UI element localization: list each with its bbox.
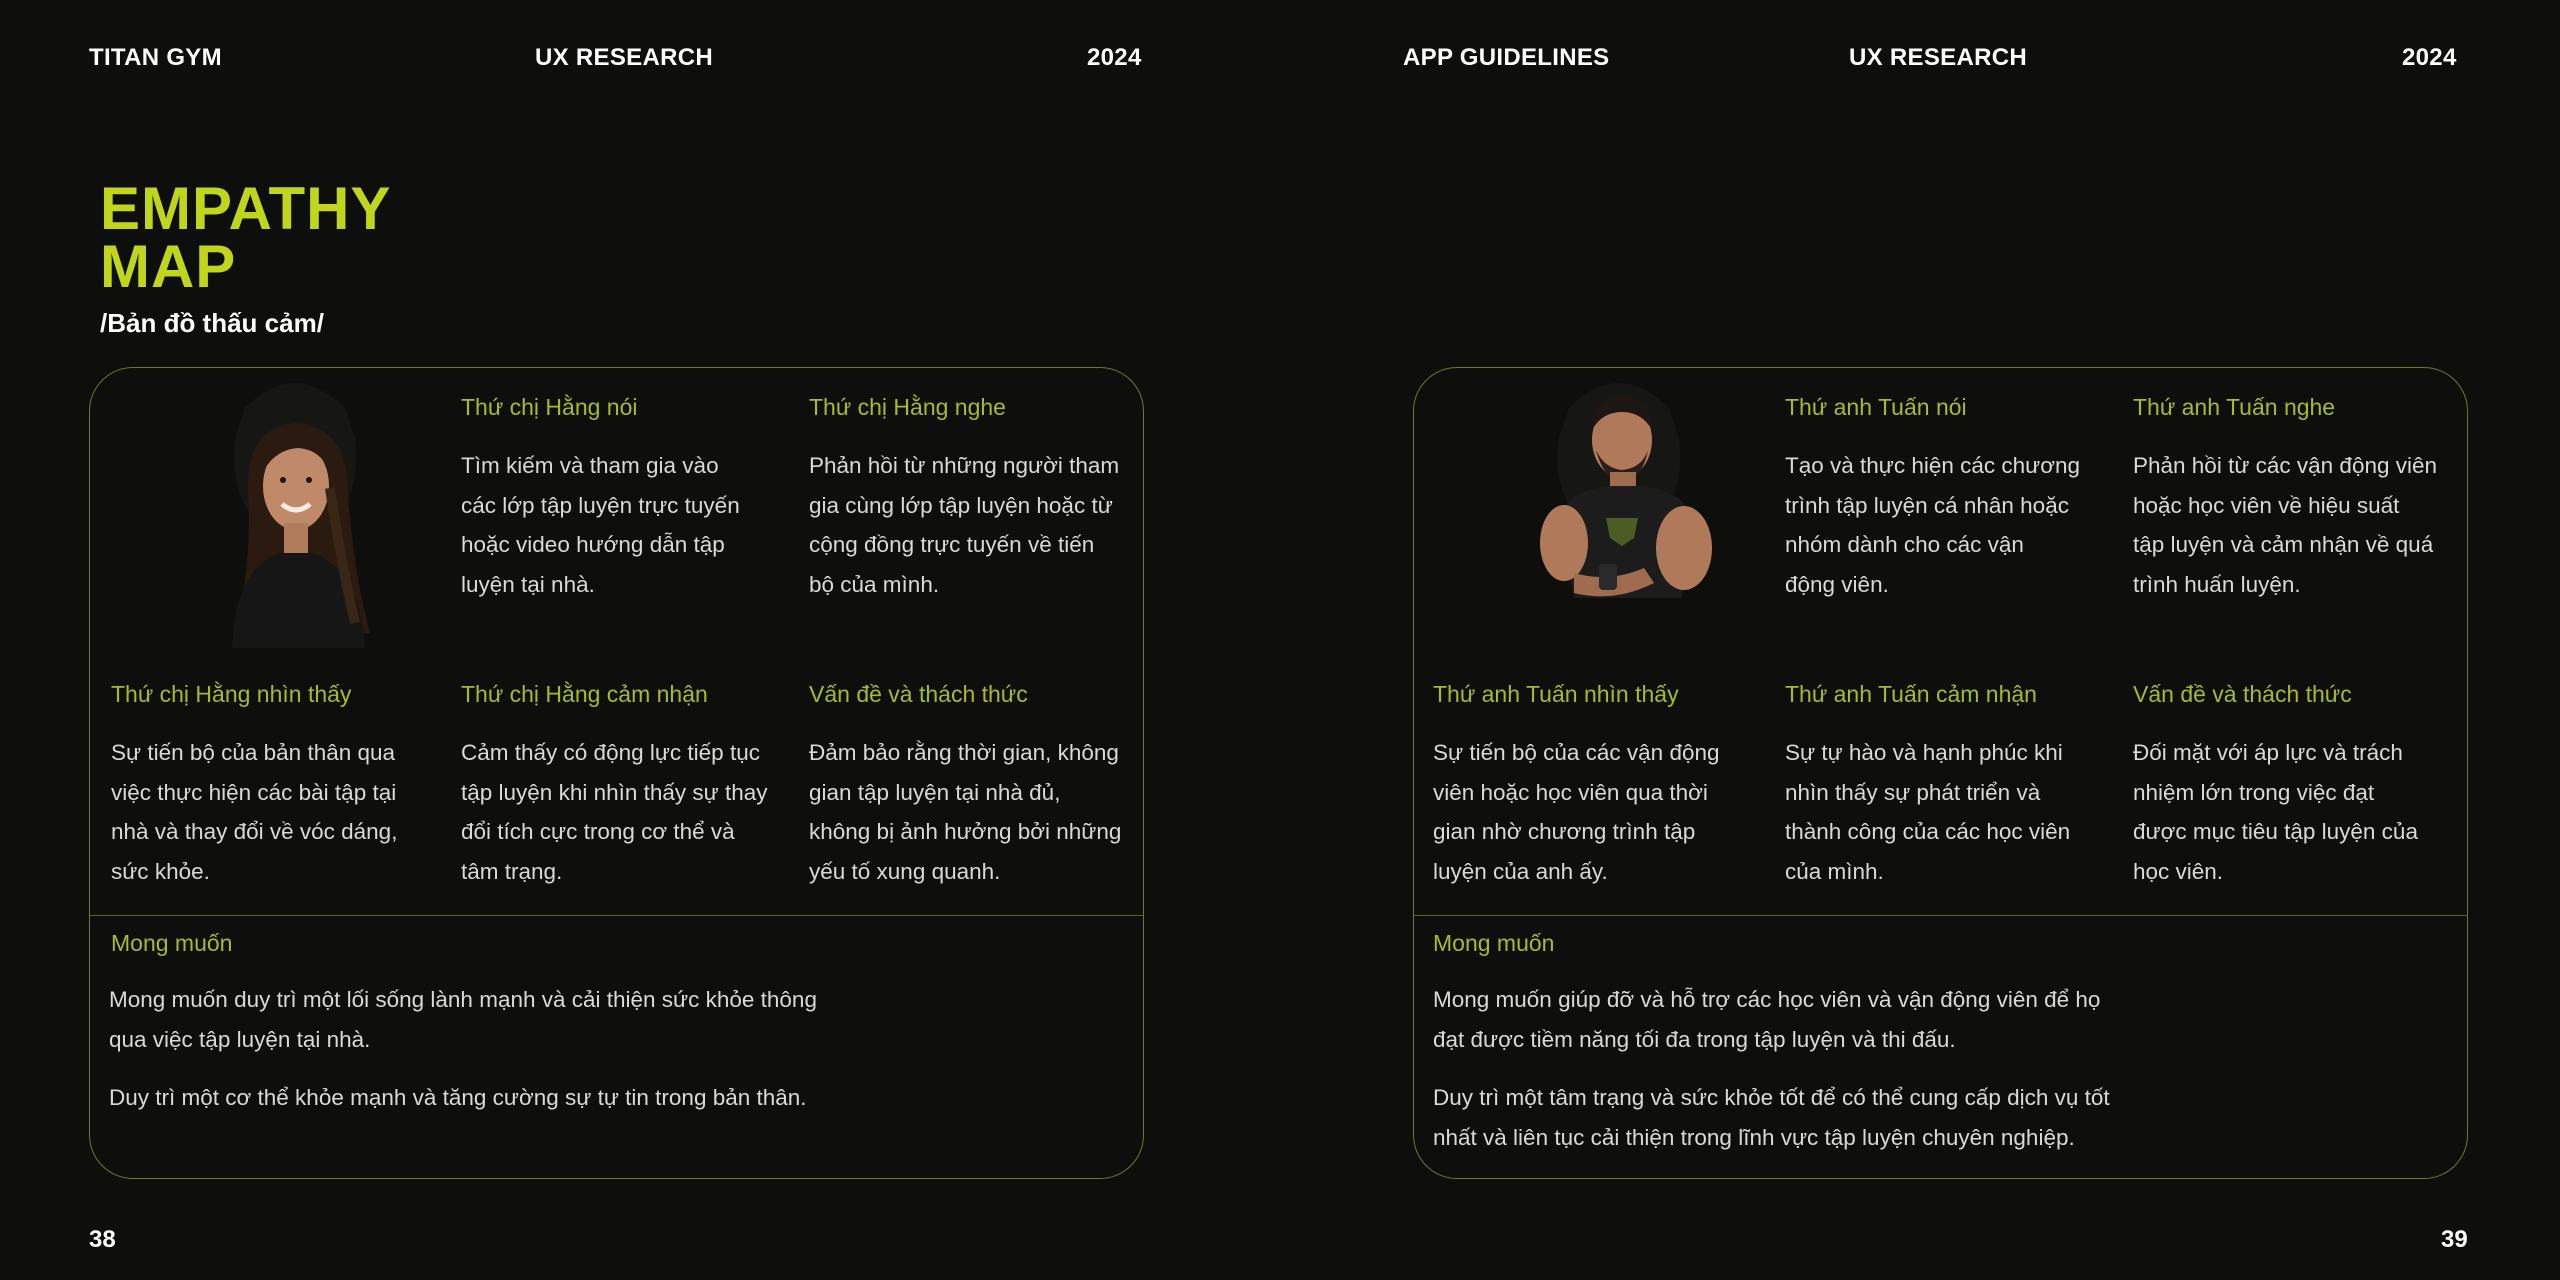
title-line-2: MAP bbox=[100, 233, 237, 300]
sees-line: việc thực hiện các bài tập tại bbox=[111, 779, 397, 805]
title-line-1: EMPATHY bbox=[100, 175, 392, 242]
sees-line: Sự tiến bộ của bản thân qua bbox=[111, 740, 396, 765]
pains-body bbox=[2133, 733, 2418, 891]
says-title: Thứ chị Hằng nói bbox=[461, 394, 638, 420]
photo-hang bbox=[190, 368, 400, 648]
says-body bbox=[461, 446, 740, 604]
sees-line: Sự tiến bộ của các vận động bbox=[1433, 740, 1720, 765]
card-divider bbox=[90, 915, 1143, 916]
feels-line: Sự tự hào và hạnh phúc khi bbox=[1785, 740, 2063, 765]
pains-line: gian tập luyện tại nhà đủ, bbox=[809, 779, 1061, 805]
sees-line: nhà và thay đổi về vóc dáng, bbox=[111, 819, 398, 844]
wants-title: Mong muốn bbox=[111, 930, 233, 956]
pains-line: nhiệm lớn trong việc đạt bbox=[2133, 779, 2375, 805]
empathy-card-hang bbox=[89, 367, 1144, 1179]
says-line: hoặc video hướng dẫn tập bbox=[461, 532, 725, 557]
says-line: Tìm kiếm và tham gia vào bbox=[461, 453, 719, 478]
sees-title: Thứ chị Hằng nhìn thấy bbox=[111, 681, 352, 707]
sees-line: luyện của anh ấy. bbox=[1433, 858, 1608, 884]
page-subtitle: /Bản đồ thấu cảm/ bbox=[100, 308, 324, 338]
hears-title: Thứ chị Hằng nghe bbox=[809, 394, 1006, 420]
wants-paragraph-2 bbox=[1433, 1078, 2110, 1157]
page-title bbox=[100, 175, 392, 300]
page-number-right: 39 bbox=[2441, 1226, 2468, 1253]
sees-body bbox=[1433, 733, 1720, 891]
section-label-left: UX RESEARCH bbox=[535, 44, 713, 71]
wants-line: đạt được tiềm năng tối đa trong tập luyện và thi đấu. bbox=[1433, 1026, 1956, 1052]
wants-line: Duy trì một cơ thể khỏe mạnh và tăng cường sự tự tin trong bản thân. bbox=[109, 1085, 807, 1110]
feels-line: tâm trạng. bbox=[461, 858, 563, 884]
pains-line: yếu tố xung quanh. bbox=[809, 858, 1001, 884]
hears-title: Thứ anh Tuấn nghe bbox=[2133, 394, 2336, 420]
pains-title: Vấn đề và thách thức bbox=[809, 681, 1028, 707]
says-line: luyện tại nhà. bbox=[461, 571, 595, 597]
page-number-left: 38 bbox=[89, 1226, 116, 1253]
hears-body bbox=[809, 446, 1119, 604]
muscular-man-portrait-icon bbox=[1514, 368, 1724, 648]
wants-line: nhất và liên tục cải thiện trong lĩnh vực tập luyện chuyên nghiệp. bbox=[1433, 1124, 2075, 1150]
wants-line: Mong muốn giúp đỡ và hỗ trợ các học viên và vận động viên để họ bbox=[1433, 987, 2101, 1012]
card-divider bbox=[1414, 915, 2467, 916]
says-line: nhóm dành cho các vận bbox=[1785, 532, 2024, 557]
says-body bbox=[1785, 446, 2080, 604]
says-title: Thứ anh Tuấn nói bbox=[1785, 394, 1967, 420]
sees-body bbox=[111, 733, 397, 891]
pains-body bbox=[809, 733, 1121, 891]
year-left: 2024 bbox=[1087, 44, 1142, 71]
hears-line: Phản hồi từ những người tham bbox=[809, 453, 1120, 478]
pains-line: không bị ảnh hưởng bởi những bbox=[809, 819, 1122, 844]
empathy-card-tuan bbox=[1413, 367, 2468, 1179]
pains-line: học viên. bbox=[2133, 858, 2224, 884]
section-label-right: UX RESEARCH bbox=[1849, 44, 2027, 71]
hears-line: cộng đồng trực tuyến về tiến bbox=[809, 532, 1095, 557]
photo-tuan bbox=[1514, 368, 1724, 648]
sees-line: sức khỏe. bbox=[111, 858, 210, 884]
says-line: trình tập luyện cá nhân hoặc bbox=[1785, 492, 2069, 518]
sees-line: viên hoặc học viên qua thời bbox=[1433, 779, 1708, 805]
wants-paragraph-2 bbox=[109, 1078, 807, 1118]
feels-line: của mình. bbox=[1785, 858, 1884, 884]
woman-portrait-icon bbox=[190, 368, 400, 648]
feels-line: tập luyện khi nhìn thấy sự thay bbox=[461, 779, 768, 805]
pains-line: Đối mặt với áp lực và trách bbox=[2133, 740, 2403, 765]
sees-line: gian nhờ chương trình tập bbox=[1433, 819, 1696, 844]
wants-title: Mong muốn bbox=[1433, 930, 1555, 956]
feels-line: Cảm thấy có động lực tiếp tục bbox=[461, 740, 760, 765]
wants-paragraph-1 bbox=[109, 980, 817, 1059]
feels-body bbox=[461, 733, 768, 891]
year-right: 2024 bbox=[2402, 44, 2457, 71]
pains-line: Đảm bảo rằng thời gian, không bbox=[809, 740, 1119, 765]
sees-title: Thứ anh Tuấn nhìn thấy bbox=[1433, 681, 1679, 707]
feels-line: thành công của các học viên bbox=[1785, 819, 2071, 844]
hears-line: hoặc học viên về hiệu suất bbox=[2133, 492, 2400, 518]
wants-paragraph-1 bbox=[1433, 980, 2100, 1059]
hears-line: bộ của mình. bbox=[809, 571, 940, 597]
pains-title: Vấn đề và thách thức bbox=[2133, 681, 2352, 707]
feels-line: đổi tích cực trong cơ thể và bbox=[461, 819, 735, 844]
feels-title: Thứ chị Hằng cảm nhận bbox=[461, 681, 708, 707]
hears-line: trình huấn luyện. bbox=[2133, 571, 2301, 597]
wants-line: Mong muốn duy trì một lối sống lành mạnh và cải thiện sức khỏe thông bbox=[109, 987, 817, 1012]
hears-line: tập luyện và cảm nhận về quá bbox=[2133, 532, 2434, 557]
brand-right: APP GUIDELINES bbox=[1403, 44, 1610, 71]
hears-line: Phản hồi từ các vận động viên bbox=[2133, 453, 2438, 478]
wants-line: qua việc tập luyện tại nhà. bbox=[109, 1026, 371, 1052]
hears-body bbox=[2133, 446, 2437, 604]
feels-title: Thứ anh Tuấn cảm nhận bbox=[1785, 681, 2037, 707]
says-line: các lớp tập luyện trực tuyến bbox=[461, 492, 740, 518]
brand-left: TITAN GYM bbox=[89, 44, 222, 71]
pains-line: được mục tiêu tập luyện của bbox=[2133, 819, 2418, 844]
feels-body bbox=[1785, 733, 2070, 891]
hears-line: gia cùng lớp tập luyện hoặc từ bbox=[809, 492, 1113, 518]
says-line: Tạo và thực hiện các chương bbox=[1785, 453, 2081, 478]
says-line: động viên. bbox=[1785, 571, 1889, 597]
feels-line: nhìn thấy sự phát triển và bbox=[1785, 779, 2041, 805]
wants-line: Duy trì một tâm trạng và sức khỏe tốt để có thể cung cấp dịch vụ tốt bbox=[1433, 1085, 2110, 1110]
